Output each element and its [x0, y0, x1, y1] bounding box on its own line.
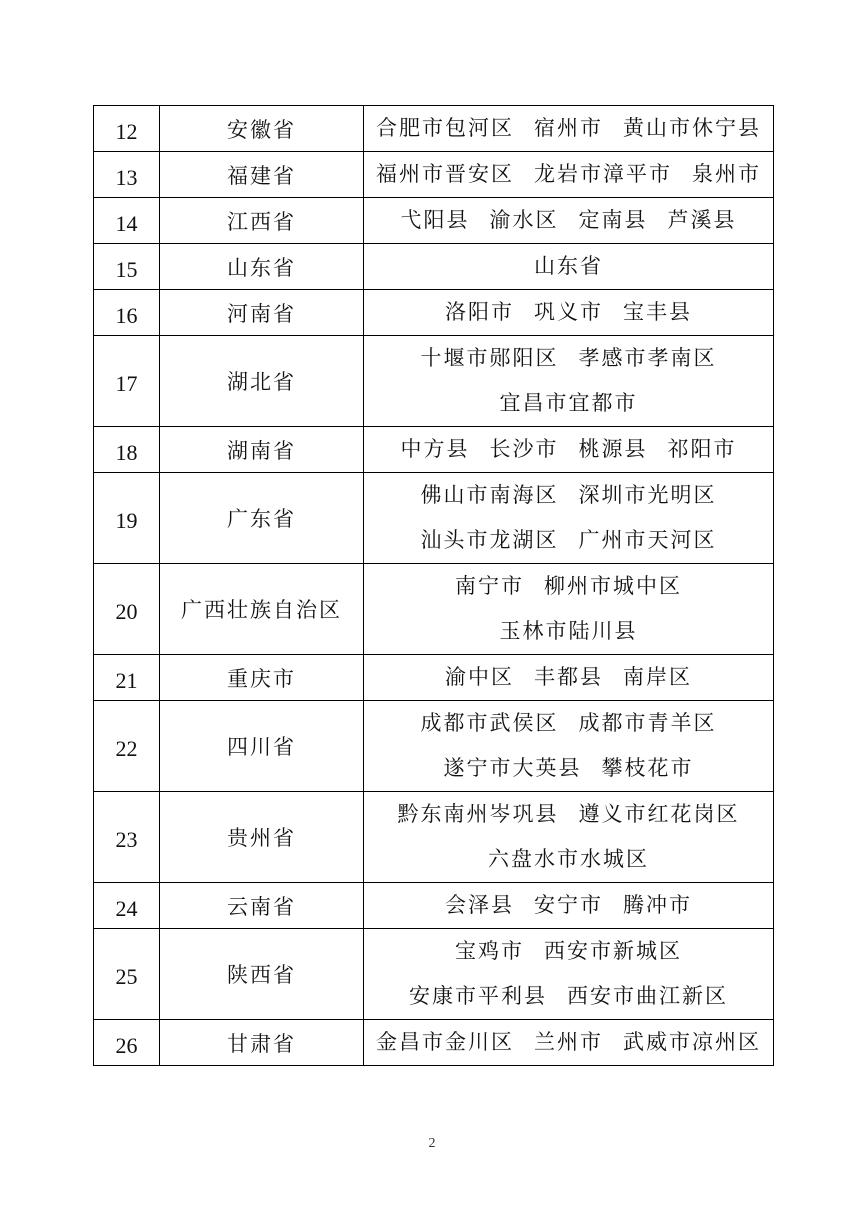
place-name: 西安市新城区: [544, 939, 682, 963]
row-number: 12: [94, 106, 160, 152]
place-name: 合肥市包河区: [376, 116, 514, 140]
places-cell: [364, 473, 774, 564]
province-name: 四川省: [160, 701, 364, 792]
row-number: 19: [94, 473, 160, 564]
places-line: [364, 290, 773, 335]
places-cell: [364, 152, 774, 198]
places-line: [364, 837, 773, 882]
places-line: [364, 518, 773, 563]
place-name: 孝感市孝南区: [578, 346, 717, 370]
place-name: 南宁市: [455, 574, 524, 598]
place-name: 广州市天河区: [578, 528, 717, 552]
region-table: [93, 105, 774, 1066]
place-name: 黔东南州岑巩县: [397, 802, 559, 826]
place-name: 武威市凉州区: [623, 1030, 761, 1054]
places-line: [364, 336, 773, 381]
place-name: 黄山市休宁县: [623, 116, 761, 140]
place-name: 金昌市金川区: [376, 1030, 514, 1054]
row-number: 23: [94, 792, 160, 883]
places-line: [364, 152, 773, 197]
place-name: 宜昌市宜都市: [499, 391, 638, 415]
province-name: 山东省: [160, 244, 364, 290]
places-line: [364, 655, 773, 700]
row-number: 14: [94, 198, 160, 244]
row-number: 26: [94, 1020, 160, 1066]
places-line: [364, 609, 773, 654]
table-row: [94, 1020, 774, 1066]
place-name: 遵义市红花岗区: [578, 802, 740, 826]
places-line: [364, 883, 773, 928]
place-name: 山东省: [534, 254, 603, 278]
province-name: 甘肃省: [160, 1020, 364, 1066]
places-cell: [364, 198, 774, 244]
place-name: 西安市曲江新区: [567, 984, 728, 1008]
place-name: 中方县: [400, 437, 470, 461]
places-line: [364, 564, 773, 609]
place-name: 宝鸡市: [455, 939, 524, 963]
province-name: 云南省: [160, 883, 364, 929]
row-number: 25: [94, 929, 160, 1020]
places-cell: [364, 883, 774, 929]
places-line: [364, 974, 773, 1019]
places-line: [364, 106, 773, 151]
table-row: [94, 152, 774, 198]
row-number: 22: [94, 701, 160, 792]
place-name: 攀枝花市: [601, 756, 694, 780]
places-cell: [364, 427, 774, 473]
place-name: 福州市晋安区: [376, 162, 514, 186]
page-number: 2: [428, 1136, 436, 1151]
places-line: [364, 929, 773, 974]
table-row: [94, 929, 774, 1020]
places-line: [364, 473, 773, 518]
province-name: 广西壮族自治区: [160, 564, 364, 655]
table-row: [94, 290, 774, 336]
table-row: [94, 336, 774, 427]
province-name: 江西省: [160, 198, 364, 244]
places-cell: [364, 929, 774, 1020]
place-name: 洛阳市: [445, 300, 514, 324]
table-row: [94, 564, 774, 655]
place-name: 渝中区: [445, 665, 514, 689]
table-row: [94, 106, 774, 152]
places-cell: [364, 106, 774, 152]
places-line: [364, 198, 773, 243]
place-name: 玉林市陆川县: [499, 619, 638, 643]
table-row: [94, 473, 774, 564]
place-name: 柳州市城中区: [544, 574, 682, 598]
place-name: 遂宁市大英县: [443, 756, 582, 780]
province-name: 广东省: [160, 473, 364, 564]
places-cell: [364, 792, 774, 883]
place-name: 龙岩市漳平市: [534, 162, 672, 186]
places-cell: [364, 244, 774, 290]
place-name: 深圳市光明区: [578, 483, 717, 507]
place-name: 泉州市: [692, 162, 761, 186]
places-line: [364, 746, 773, 791]
places-cell: [364, 564, 774, 655]
place-name: 南岸区: [623, 665, 692, 689]
row-number: 16: [94, 290, 160, 336]
table-row: [94, 198, 774, 244]
table-row: [94, 655, 774, 701]
places-line: [364, 792, 773, 837]
places-line: [364, 1020, 773, 1065]
place-name: 成都市青羊区: [578, 711, 717, 735]
place-name: 安康市平利县: [409, 984, 547, 1008]
place-name: 芦溪县: [667, 208, 737, 232]
places-cell: [364, 655, 774, 701]
places-line: [364, 244, 773, 289]
place-name: 长沙市: [489, 437, 559, 461]
table-row: [94, 792, 774, 883]
row-number: 17: [94, 336, 160, 427]
place-name: 佛山市南海区: [420, 483, 559, 507]
place-name: 安宁市: [534, 893, 603, 917]
place-name: 渝水区: [489, 208, 559, 232]
places-cell: [364, 336, 774, 427]
place-name: 定南县: [578, 208, 648, 232]
row-number: 24: [94, 883, 160, 929]
row-number: 21: [94, 655, 160, 701]
place-name: 桃源县: [578, 437, 648, 461]
province-name: 贵州省: [160, 792, 364, 883]
place-name: 巩义市: [534, 300, 603, 324]
places-cell: [364, 290, 774, 336]
row-number: 18: [94, 427, 160, 473]
province-name: 安徽省: [160, 106, 364, 152]
province-name: 河南省: [160, 290, 364, 336]
place-name: 祁阳市: [667, 437, 737, 461]
places-line: [364, 381, 773, 426]
region-table-body: [94, 106, 774, 1066]
places-cell: [364, 1020, 774, 1066]
place-name: 成都市武侯区: [420, 711, 559, 735]
province-name: 福建省: [160, 152, 364, 198]
province-name: 湖北省: [160, 336, 364, 427]
places-cell: [364, 701, 774, 792]
table-row: [94, 244, 774, 290]
place-name: 兰州市: [534, 1030, 603, 1054]
row-number: 15: [94, 244, 160, 290]
place-name: 十堰市郧阳区: [420, 346, 559, 370]
table-row: [94, 883, 774, 929]
province-name: 湖南省: [160, 427, 364, 473]
place-name: 汕头市龙湖区: [420, 528, 559, 552]
place-name: 六盘水市水城区: [488, 847, 649, 871]
place-name: 弋阳县: [400, 208, 470, 232]
table-row: [94, 701, 774, 792]
place-name: 会泽县: [445, 893, 514, 917]
place-name: 宿州市: [534, 116, 603, 140]
place-name: 腾冲市: [623, 893, 692, 917]
row-number: 13: [94, 152, 160, 198]
row-number: 20: [94, 564, 160, 655]
province-name: 重庆市: [160, 655, 364, 701]
province-name: 陕西省: [160, 929, 364, 1020]
places-line: [364, 701, 773, 746]
places-line: [364, 427, 773, 472]
place-name: 丰都县: [534, 665, 603, 689]
place-name: 宝丰县: [623, 300, 692, 324]
table-row: [94, 427, 774, 473]
